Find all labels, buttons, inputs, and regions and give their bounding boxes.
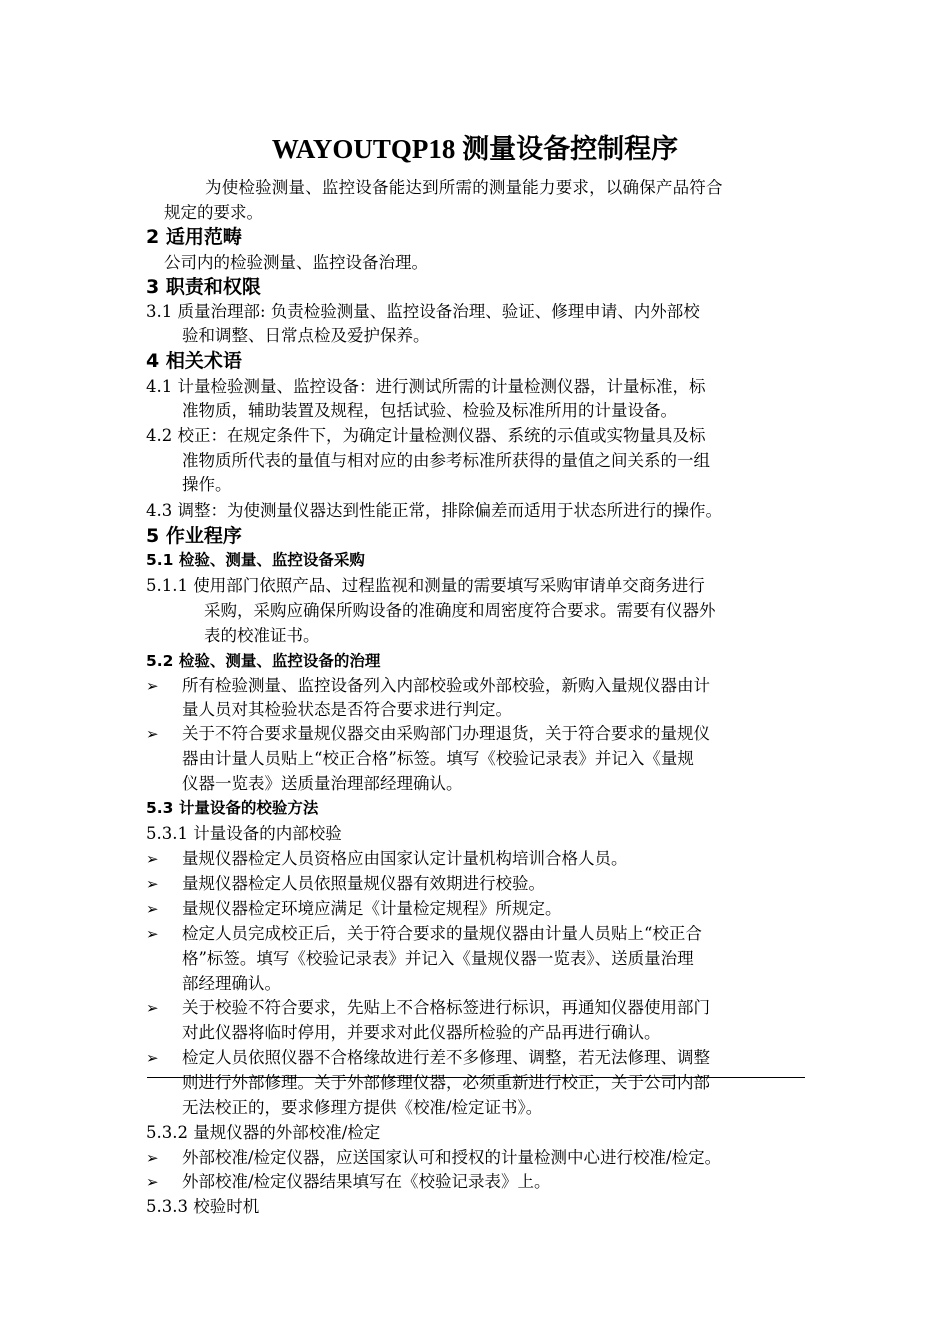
bullet-arrow-icon: ➢ — [146, 1173, 159, 1191]
bullet-5-3-d-line-2: 格”标签。填写《校验记录表》并记入《量规仪器一览表》、送质量治理 — [182, 949, 694, 968]
term-4-1-line-1: 4.1 计量检验测量、监控设备：进行测试所需的计量检测仪器，计量标准，标 — [146, 377, 706, 396]
intro-line-2: 规定的要求。 — [164, 203, 263, 222]
bullet-5-3-e-line-1: 关于校验不符合要求，先贴上不合格标签进行标识，再通知仪器使用部门 — [182, 998, 710, 1017]
bullet-5-3-h: 外部校准/检定仪器结果填写在《校验记录表》上。 — [182, 1172, 551, 1191]
section-3-line-1: 3.1 质量治理部: 负责检验测量、监控设备治理、验证、修理申请、内外部校 — [146, 302, 700, 321]
section-5-heading: 5 作业程序 — [146, 525, 242, 547]
term-4-1-line-2: 准物质，辅助装置及规程，包括试验、检验及标准所用的计量设备。 — [182, 401, 677, 420]
bullet-arrow-icon: ➢ — [146, 1149, 159, 1167]
subsection-5-3-3: 5.3.3 校验时机 — [146, 1197, 260, 1216]
bullet-5-3-c: 量规仪器检定环境应满足《计量检定规程》所规定。 — [182, 899, 562, 918]
bullet-arrow-icon: ➢ — [146, 725, 159, 743]
bullet-5-3-d-line-1: 检定人员完成校正后，关于符合要求的量规仪器由计量人员贴上“校正合 — [182, 924, 702, 943]
bullet-5-3-f-line-3: 无法校正的，要求修理方提供《校准/检定证书》。 — [182, 1098, 543, 1117]
bullet-arrow-icon: ➢ — [146, 850, 159, 868]
bullet-5-2-b-line-2: 器由计量人员贴上“校正合格”标签。填写《校验记录表》并记入《量规 — [182, 749, 694, 768]
subsection-5-3-1: 5.3.1 计量设备的内部校验 — [146, 824, 342, 843]
para-5-1-1-line-3: 表的校准证书。 — [204, 626, 320, 645]
bullet-arrow-icon: ➢ — [146, 900, 159, 918]
para-5-1-1-line-1: 5.1.1 使用部门依照产品、过程监视和测量的需要填写采购审请单交商务进行 — [146, 576, 705, 595]
bullet-5-3-g: 外部校准/检定仪器，应送国家认可和授权的计量检测中心进行校准/检定。 — [182, 1148, 722, 1167]
bullet-5-3-d-line-3: 部经理确认。 — [182, 974, 281, 993]
bullet-arrow-icon: ➢ — [146, 677, 159, 695]
bullet-5-3-e-line-2: 对此仪器将临时停用，并要求对此仪器所检验的产品再进行确认。 — [182, 1023, 661, 1042]
bullet-arrow-icon: ➢ — [146, 875, 159, 893]
section-5-1-heading: 5.1 检验、测量、监控设备采购 — [146, 551, 365, 569]
bullet-5-3-a: 量规仪器检定人员资格应由国家认定计量机构培训合格人员。 — [182, 849, 628, 868]
section-5-3-heading: 5.3 计量设备的校验方法 — [146, 799, 319, 817]
bullet-5-2-a-line-2: 量人员对其检验状态是否符合要求进行判定。 — [182, 700, 512, 719]
bullet-5-3-f-line-2: 则进行外部修理。关于外部修理仪器，必须重新进行校正，关于公司内部 — [182, 1073, 710, 1092]
bullet-arrow-icon: ➢ — [146, 1049, 159, 1067]
para-5-1-1-line-2: 采购，采购应确保所购设备的准确度和周密度符合要求。需要有仪器外 — [204, 601, 716, 620]
bullet-5-3-b: 量规仪器检定人员依照量规仪器有效期进行校验。 — [182, 874, 545, 893]
section-5-2-heading: 5.2 检验、测量、监控设备的治理 — [146, 652, 381, 670]
bullet-5-3-f-line-1: 检定人员依照仪器不合格缘故进行差不多修理、调整，若无法修理、调整 — [182, 1048, 710, 1067]
bullet-arrow-icon: ➢ — [146, 925, 159, 943]
section-4-heading: 4 相关术语 — [146, 350, 242, 372]
section-3-line-2: 验和调整、日常点检及爱护保养。 — [182, 326, 430, 345]
subsection-5-3-2: 5.3.2 量规仪器的外部校准/检定 — [146, 1123, 381, 1142]
term-4-2-line-3: 操作。 — [182, 475, 232, 494]
term-4-2-line-2: 准物质所代表的量值与相对应的由参考标准所获得的量值之间关系的一组 — [182, 451, 710, 470]
term-4-2-line-1: 4.2 校正：在规定条件下，为确定计量检测仪器、系统的示值或实物量具及标 — [146, 426, 706, 445]
bullet-5-2-a-line-1: 所有检验测量、监控设备列入内部校验或外部校验，新购入量规仪器由计 — [182, 676, 710, 695]
document-title: WAYOUTQP18 测量设备控制程序 — [271, 134, 679, 164]
bullet-arrow-icon: ➢ — [146, 999, 159, 1017]
bullet-5-2-b-line-3: 仪器一览表》送质量治理部经理确认。 — [182, 774, 463, 793]
section-2-text: 公司内的检验测量、监控设备治理。 — [164, 253, 428, 272]
term-4-3-line-1: 4.3 调整：为使测量仪器达到性能正常，排除偏差而适用于状态所进行的操作。 — [146, 501, 722, 520]
intro-line-1: 为使检验测量、监控设备能达到所需的测量能力要求，以确保产品符合 — [205, 178, 723, 197]
bullet-5-2-b-line-1: 关于不符合要求量规仪器交由采购部门办理退货，关于符合要求的量规仪 — [182, 724, 710, 743]
section-2-heading: 2 适用范畴 — [146, 226, 242, 248]
section-3-heading: 3 职责和权限 — [146, 276, 261, 298]
